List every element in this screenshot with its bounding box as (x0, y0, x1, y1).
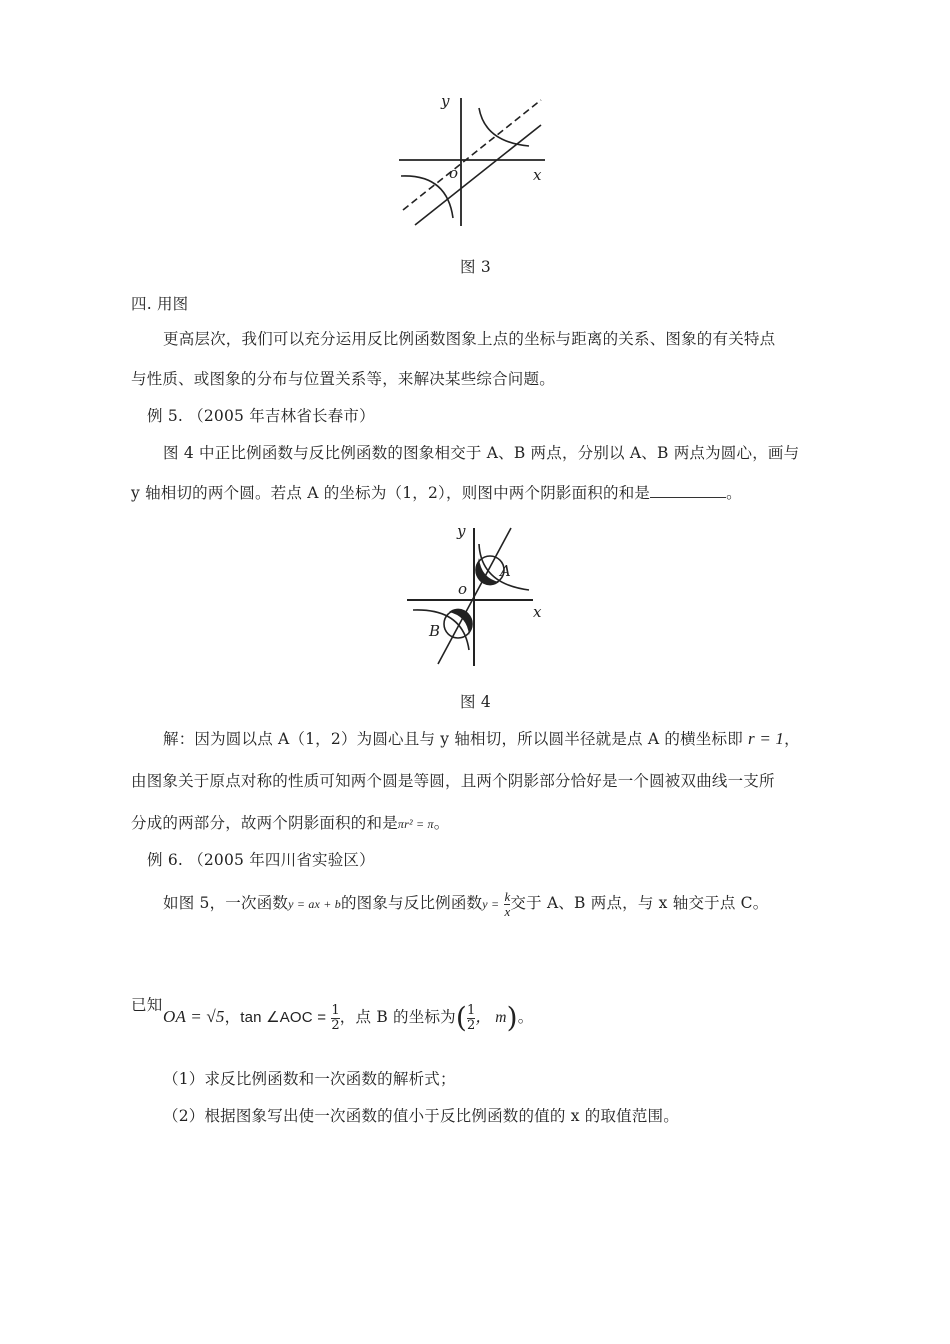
fraction-denominator: x (504, 903, 511, 919)
example-5-line-1: 图 4 中正比例函数与反比例函数的图象相交于 A、B 两点，分别以 A、B 两点为圆心，画与 (163, 444, 800, 462)
given-point-b-text: ，点 B 的坐标为 (339, 1008, 456, 1026)
given-conditions (163, 1000, 533, 1035)
intro-line-1: 更高层次，我们可以充分运用反比例函数图象上点的坐标与距离的关系、图象的有关特点 (163, 330, 776, 348)
example-6-line-1 (163, 888, 768, 919)
fraction-numerator: k (504, 888, 511, 904)
given-separator: ， (224, 1008, 241, 1026)
given-end: 。 (517, 1008, 534, 1026)
solution-line-3-text: 分成的两部分，故两个阴影面积的和是 (131, 814, 398, 832)
point-x-denominator: 2 (466, 1017, 476, 1033)
point-b-x-fraction (467, 1004, 475, 1033)
tan-fraction (331, 1004, 339, 1033)
tan-numerator: 1 (331, 1002, 340, 1018)
tan-denominator: 2 (331, 1017, 340, 1033)
example-6-line-1-c: 交于 A、B 两点，与 x 轴交于点 C。 (510, 894, 769, 912)
point-open-paren: ( (455, 1001, 467, 1034)
fig3-x-label: x (533, 166, 542, 184)
solution-line-1-end: ， (784, 730, 800, 748)
answer-blank (650, 483, 726, 498)
fig4-y-label: y (457, 522, 466, 540)
example-6-line-1-a: 如图 5，一次函数 (163, 894, 289, 912)
inverse-function-lhs: y = (482, 897, 500, 911)
oa-formula: OA = √5 (163, 1007, 225, 1026)
point-b-m: ， m (475, 1009, 507, 1026)
hyperbola-branch-lower (401, 176, 453, 218)
solution-line-2: 由图象关于原点对称的性质可知两个圆是等圆，且两个阴影部分恰好是一个圆被双曲线一支所 (131, 772, 775, 790)
question-1: （1）求反比例函数和一次函数的解析式； (163, 1070, 456, 1088)
example-6-title: 例 6. （2005 年四川省实验区） (147, 851, 375, 869)
fig4-x-label: x (533, 603, 542, 621)
figure-4-caption: 图 4 (460, 693, 491, 711)
fig4-a-label: A (500, 562, 511, 580)
given-label: 已知 (131, 996, 163, 1014)
solution-line-1-text: 解：因为圆以点 A（1，2）为圆心且与 y 轴相切，所以圆半径就是点 A 的横坐标即 (163, 730, 743, 748)
example-5-line-2 (131, 483, 742, 503)
fig3-o-label: o (449, 164, 459, 182)
fig4-o-label: o (458, 580, 468, 598)
dashed-line (403, 100, 541, 210)
solution-line-3 (131, 813, 449, 834)
radius-formula: r = 1 (748, 729, 785, 748)
area-formula: πr² = π (397, 817, 434, 831)
example-6-line-1-b: 的图象与反比例函数 (340, 894, 483, 912)
figure-3 (395, 90, 555, 230)
fig4-b-label: B (429, 622, 441, 640)
point-close-paren: ) (506, 1001, 518, 1034)
solution-line-3-end: 。 (433, 814, 450, 832)
tan-formula: tan ∠AOC = (240, 1009, 327, 1026)
fig3-y-label: y (441, 92, 450, 110)
example-5-line-2-text: y 轴相切的两个圆。若点 A 的坐标为（1，2），则图中两个阴影面积的和是 (131, 484, 651, 502)
figure-3-caption: 图 3 (460, 258, 491, 276)
solution-line-1 (163, 729, 800, 749)
solid-line (415, 125, 541, 225)
example-5-line-2-end: 。 (726, 484, 742, 502)
question-2: （2）根据图象写出使一次函数的值小于反比例函数的值的 x 的取值范围。 (163, 1107, 679, 1125)
section-title: 四. 用图 (131, 295, 189, 313)
point-x-numerator: 1 (466, 1002, 476, 1018)
intro-line-2: 与性质、或图象的分布与位置关系等，来解决某些综合问题。 (131, 370, 555, 388)
figure-4 (403, 520, 553, 670)
example-5-title: 例 5. （2005 年吉林省长春市） (147, 407, 375, 425)
inverse-function-fraction (504, 890, 510, 919)
linear-function: y = ax + b (288, 897, 341, 911)
